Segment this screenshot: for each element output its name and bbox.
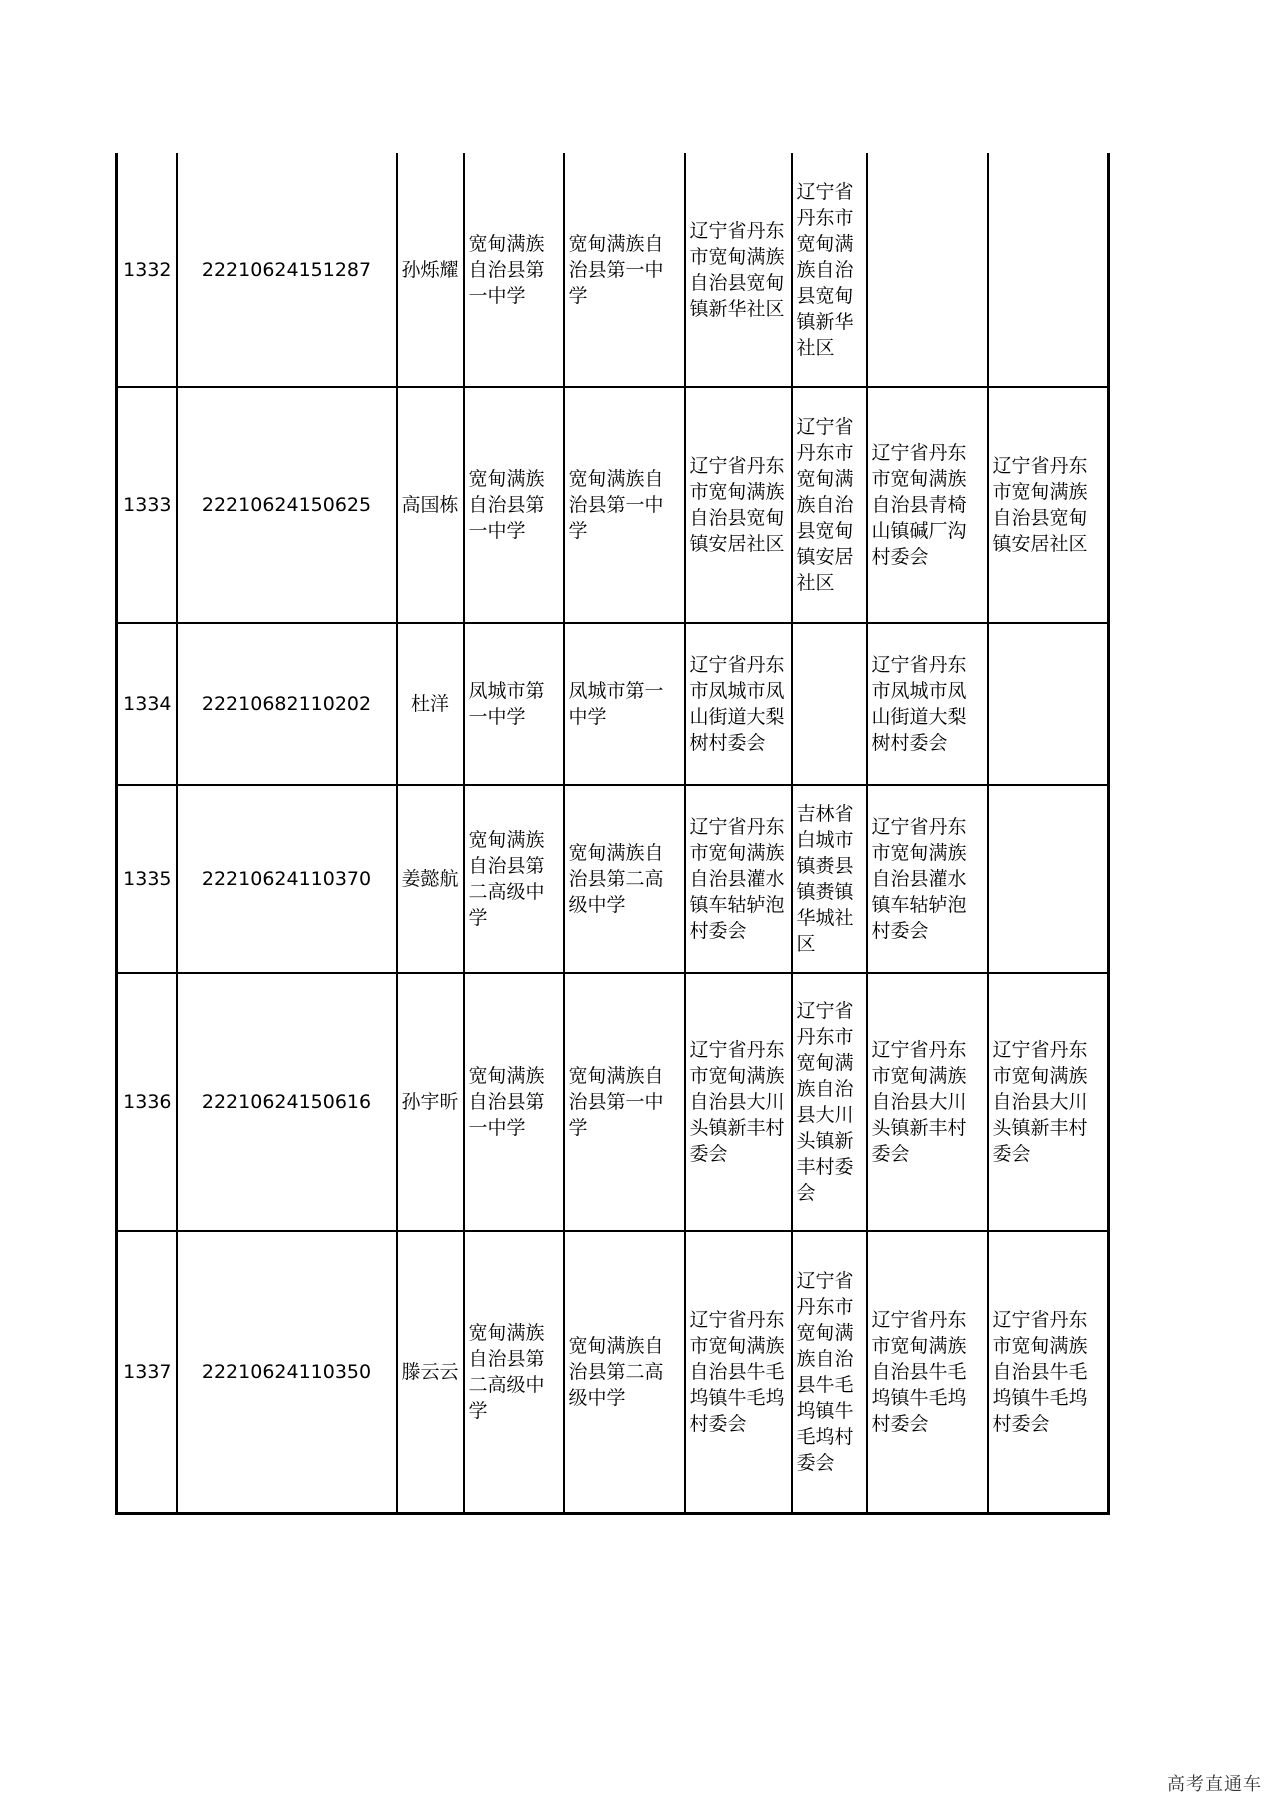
address-4: 辽宁省丹东市宽甸满族自治县宽甸镇安居社区: [988, 387, 1109, 623]
address-4: [988, 153, 1109, 387]
candidate-id: 22210624110370: [177, 785, 397, 973]
school-2: 宽甸满族自治县第一中学: [564, 387, 685, 623]
table-row: [117, 973, 1109, 1231]
address-2: 辽宁省丹东市宽甸满族自治县宽甸镇安居社区: [792, 387, 867, 623]
address-4: 辽宁省丹东市宽甸满族自治县牛毛坞镇牛毛坞村委会: [988, 1231, 1109, 1513]
address-2: 辽宁省丹东市宽甸满族自治县牛毛坞镇牛毛坞村委会: [792, 1231, 867, 1513]
address-3: 辽宁省丹东市宽甸满族自治县灌水镇车轱轳泡村委会: [867, 785, 988, 973]
school: 宽甸满族自治县第一中学: [464, 387, 564, 623]
address-4: 辽宁省丹东市宽甸满族自治县大川头镇新丰村委会: [988, 973, 1109, 1231]
address-3: 辽宁省丹东市宽甸满族自治县牛毛坞镇牛毛坞村委会: [867, 1231, 988, 1513]
candidate-name: 高国栋: [397, 387, 464, 623]
candidate-id: 22210624151287: [177, 153, 397, 387]
address-1: 辽宁省丹东市宽甸满族自治县宽甸镇安居社区: [685, 387, 792, 623]
table-row: [117, 387, 1109, 623]
row-number: 1337: [117, 1231, 177, 1513]
address-4: [988, 785, 1109, 973]
school: 宽甸满族自治县第二高级中学: [464, 1231, 564, 1513]
address-4: [988, 623, 1109, 785]
address-1: 辽宁省丹东市凤城市凤山街道大梨树村委会: [685, 623, 792, 785]
candidate-name: 滕云云: [397, 1231, 464, 1513]
address-2: 辽宁省丹东市宽甸满族自治县宽甸镇新华社区: [792, 153, 867, 387]
row-number: 1336: [117, 973, 177, 1231]
school-2: 宽甸满族自治县第一中学: [564, 973, 685, 1231]
table-row: [117, 785, 1109, 973]
school: 宽甸满族自治县第一中学: [464, 153, 564, 387]
roster-table: [115, 153, 1110, 1515]
address-1: 辽宁省丹东市宽甸满族自治县大川头镇新丰村委会: [685, 973, 792, 1231]
address-1: 辽宁省丹东市宽甸满族自治县灌水镇车轱轳泡村委会: [685, 785, 792, 973]
address-1: 辽宁省丹东市宽甸满族自治县牛毛坞镇牛毛坞村委会: [685, 1231, 792, 1513]
row-number: 1332: [117, 153, 177, 387]
address-3: [867, 153, 988, 387]
address-3: 辽宁省丹东市凤城市凤山街道大梨树村委会: [867, 623, 988, 785]
candidate-id: 22210624150616: [177, 973, 397, 1231]
address-2: [792, 623, 867, 785]
address-3: 辽宁省丹东市宽甸满族自治县青椅山镇碱厂沟村委会: [867, 387, 988, 623]
candidate-id: 22210624150625: [177, 387, 397, 623]
address-2: 吉林省白城市镇赉县镇赉镇华城社区: [792, 785, 867, 973]
candidate-name: 姜懿航: [397, 785, 464, 973]
school-2: 宽甸满族自治县第二高级中学: [564, 1231, 685, 1513]
address-1: 辽宁省丹东市宽甸满族自治县宽甸镇新华社区: [685, 153, 792, 387]
school-2: 凤城市第一中学: [564, 623, 685, 785]
row-number: 1335: [117, 785, 177, 973]
row-number: 1334: [117, 623, 177, 785]
school: 宽甸满族自治县第二高级中学: [464, 785, 564, 973]
watermark-text: 高考直通车: [1167, 1774, 1262, 1795]
table-row: [117, 623, 1109, 785]
address-3: 辽宁省丹东市宽甸满族自治县大川头镇新丰村委会: [867, 973, 988, 1231]
candidate-name: 孙宇昕: [397, 973, 464, 1231]
table-row: [117, 1231, 1109, 1513]
row-number: 1333: [117, 387, 177, 623]
school: 宽甸满族自治县第一中学: [464, 973, 564, 1231]
school: 凤城市第一中学: [464, 623, 564, 785]
candidate-name: 孙烁耀: [397, 153, 464, 387]
school-2: 宽甸满族自治县第二高级中学: [564, 785, 685, 973]
table-row: [117, 153, 1109, 387]
school-2: 宽甸满族自治县第一中学: [564, 153, 685, 387]
candidate-id: 22210682110202: [177, 623, 397, 785]
candidate-id: 22210624110350: [177, 1231, 397, 1513]
address-2: 辽宁省丹东市宽甸满族自治县大川头镇新丰村委会: [792, 973, 867, 1231]
candidate-name: 杜洋: [397, 623, 464, 785]
